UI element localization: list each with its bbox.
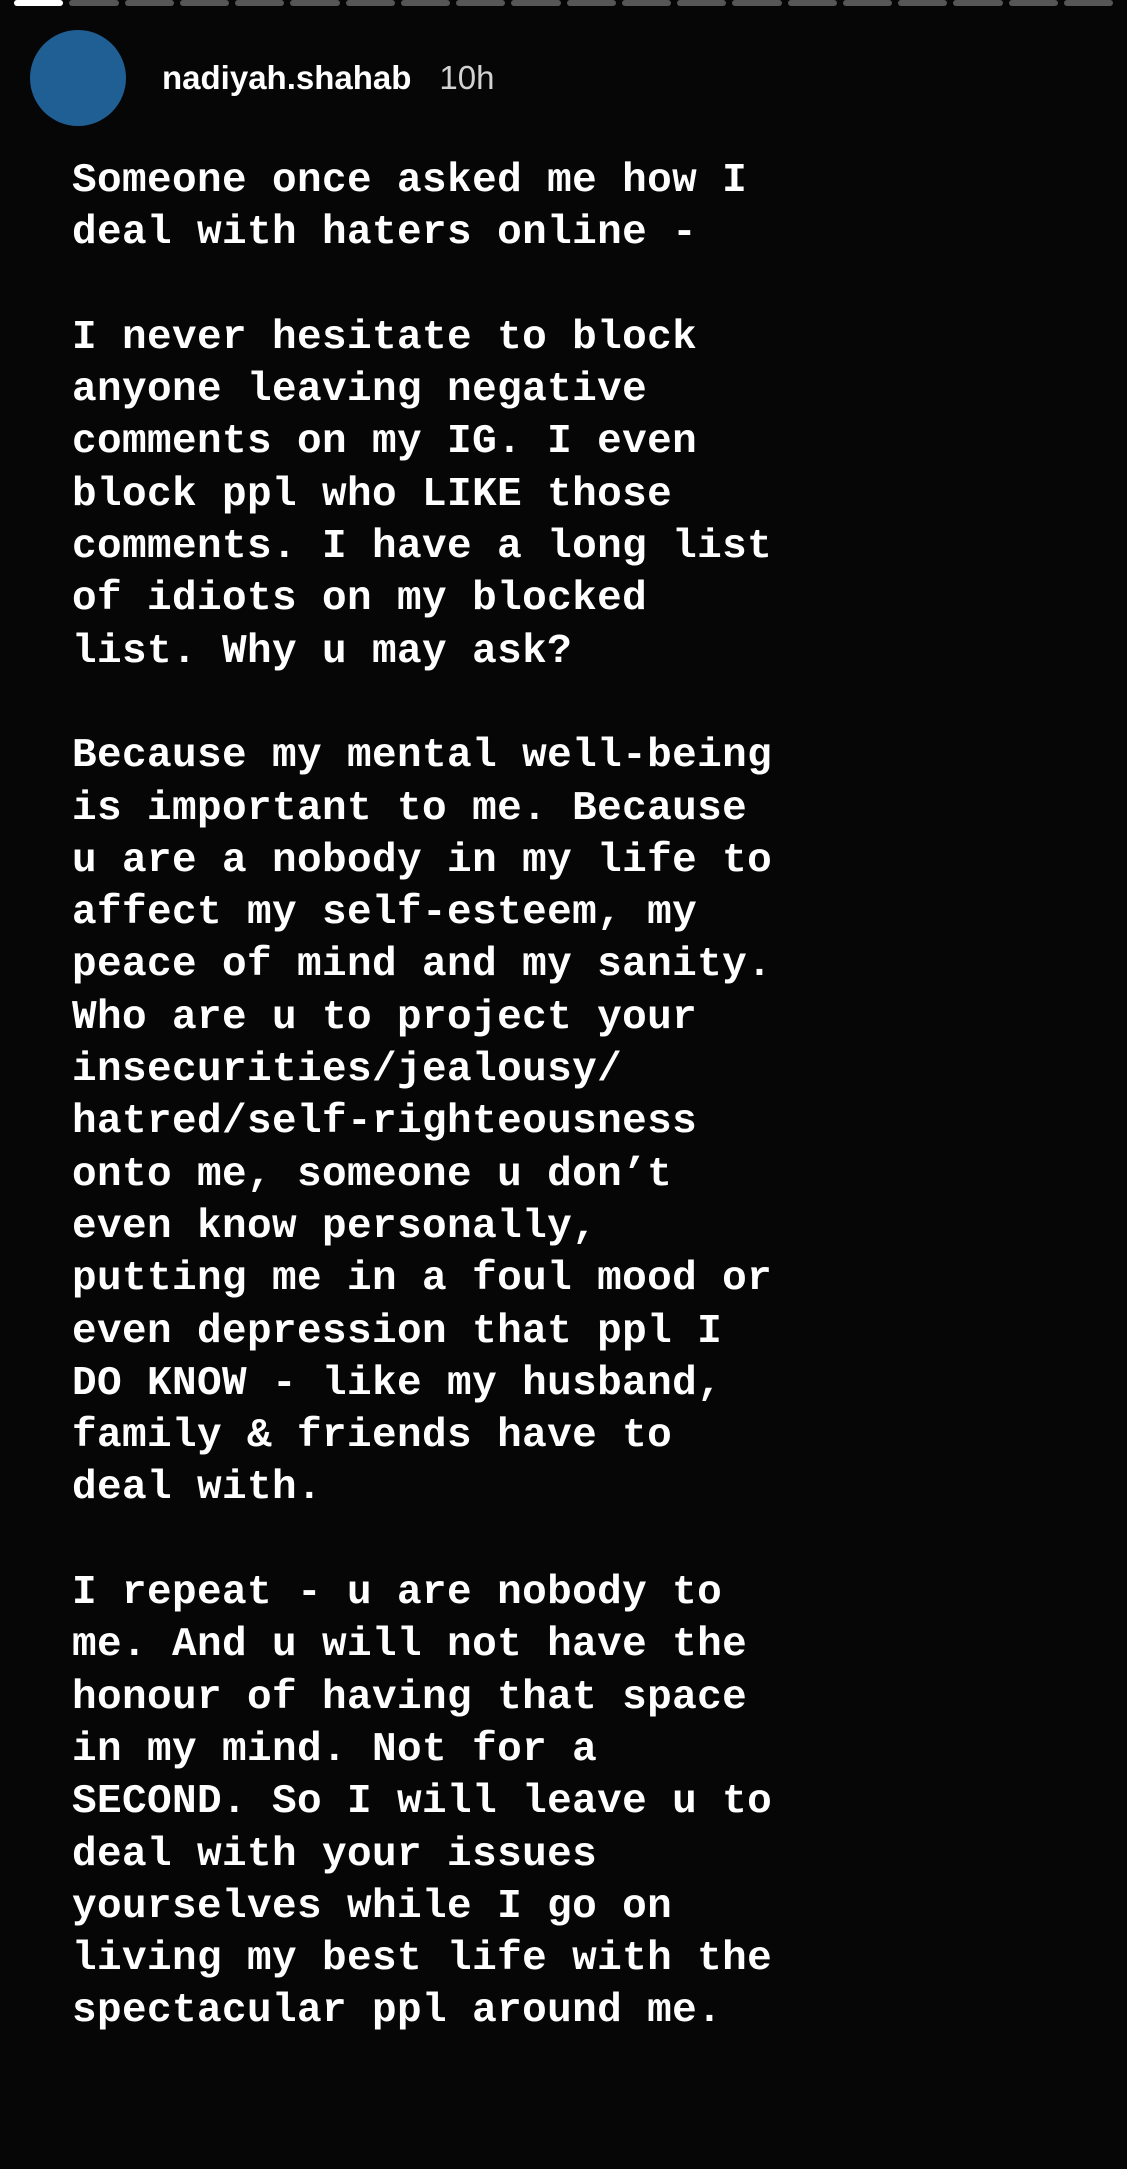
progress-segment	[843, 0, 892, 6]
progress-segment	[511, 0, 560, 6]
progress-segment	[401, 0, 450, 6]
progress-segment	[732, 0, 781, 6]
progress-segment	[456, 0, 505, 6]
progress-segment	[622, 0, 671, 6]
story-header	[30, 30, 494, 126]
progress-segment	[1064, 0, 1113, 6]
post-time: 10h	[439, 59, 495, 96]
progress-segment	[788, 0, 837, 6]
progress-segment	[69, 0, 118, 6]
story-progress-bar	[14, 0, 1113, 6]
progress-segment	[567, 0, 616, 6]
progress-segment	[125, 0, 174, 6]
story-paragraph-1: Someone once asked me how I deal with haters online -	[72, 158, 748, 257]
progress-segment	[14, 0, 63, 6]
progress-segment	[290, 0, 339, 6]
progress-segment	[677, 0, 726, 6]
story-text	[72, 155, 1072, 2090]
progress-segment	[180, 0, 229, 6]
progress-segment	[235, 0, 284, 6]
username[interactable]: nadiyah.shahab	[162, 59, 412, 96]
progress-segment	[1009, 0, 1058, 6]
story-paragraph-2: I never hesitate to block anyone leaving negative comments on my IG. I even block ppl who LIKE those comments. I have a long list of idiots on my blocked list. Why u may ask?	[72, 314, 773, 675]
progress-segment	[346, 0, 395, 6]
story-paragraph-4: I repeat - u are nobody to me. And u will not have the honour of having that space in my mind. Not for a SECOND. So I will leave u to deal with your issues yourselves while I go on living my best life with the spectacular ppl around me.	[72, 1570, 773, 2035]
progress-segment	[953, 0, 1002, 6]
story-paragraph-3: Because my mental well-being is important to me. Because u are a nobody in my life to affect my self-esteem, my peace of mind and my sanity. Who are u to project your insecurities/jealousy/ hatred/self-righteousness onto me, someone u don’t even know personally, putting me in a foul mood or even depression that ppl I DO KNOW - like my husband, family & friends have to deal with.	[72, 733, 773, 1512]
progress-segment	[898, 0, 947, 6]
progress-segment-fill	[14, 0, 63, 6]
avatar[interactable]	[30, 30, 126, 126]
